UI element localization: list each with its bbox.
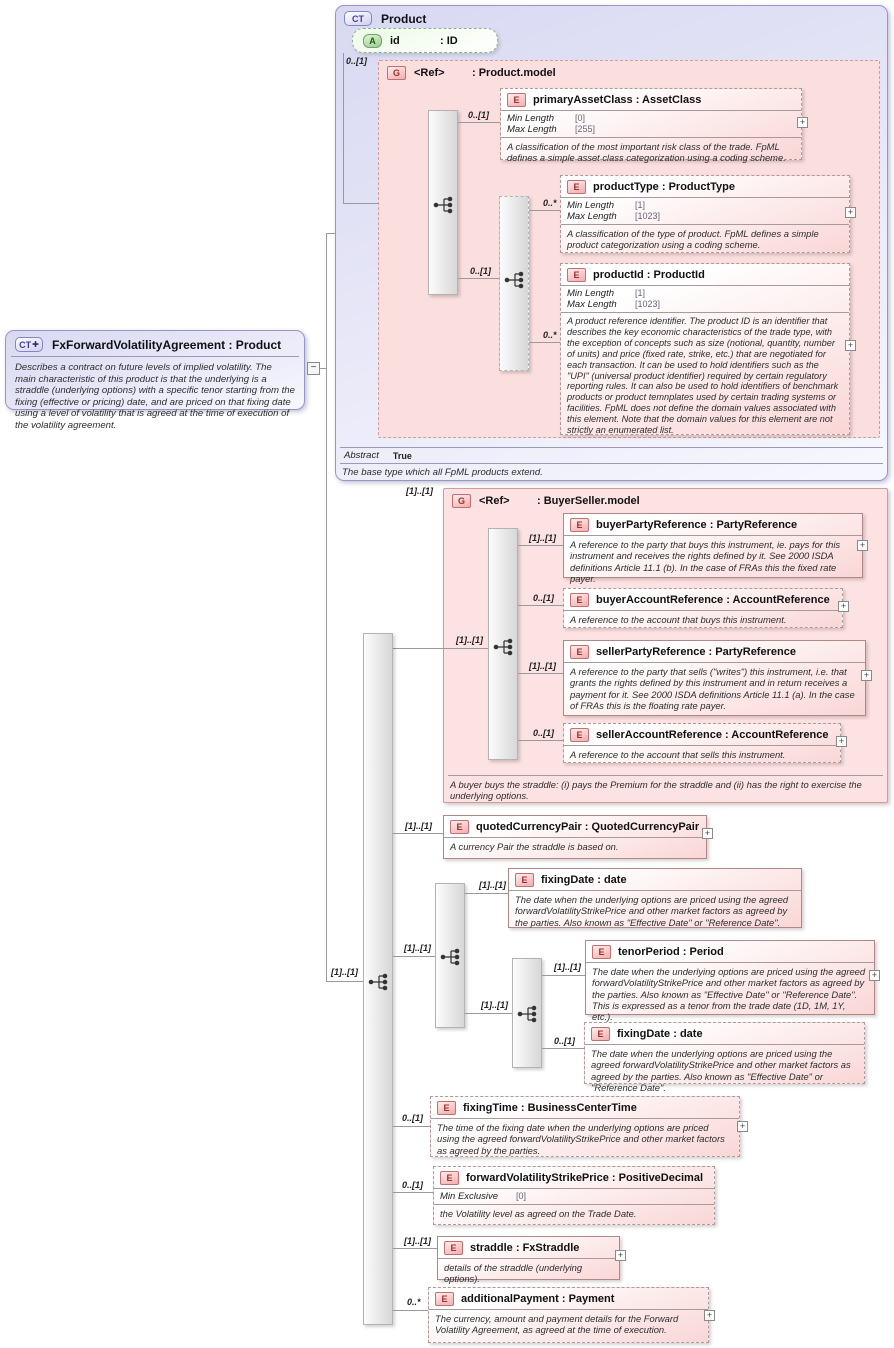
facet-label: Max Length <box>567 211 617 222</box>
element-description: details of the straddle (underlying options). <box>444 1262 583 1285</box>
sequence-indicator[interactable] <box>428 110 458 295</box>
element-title: buyerAccountReference : AccountReference <box>596 594 830 606</box>
element-forwardvolatilitystrikeprice[interactable] <box>433 1166 715 1225</box>
sequence-icon <box>367 972 391 992</box>
expand-icon[interactable] <box>838 601 849 612</box>
expand-icon[interactable] <box>615 1250 626 1261</box>
element-badge-icon: E <box>570 518 589 532</box>
cardinality-fixingdate2: 0..[1] <box>554 1036 576 1046</box>
facets <box>561 286 849 313</box>
complextype-fxforwardvolatilityagreement[interactable] <box>5 330 305 431</box>
attribute-type: : ID <box>440 34 458 47</box>
facet-label: Min Length <box>507 113 555 124</box>
facet-value: [0] <box>575 113 586 123</box>
element-title: fixingDate : date <box>617 1028 703 1040</box>
element-badge-icon: E <box>444 1241 463 1255</box>
element-description: A product reference identifier. The product ID is an identifier that describes the key economic characteristics of the trade type, with the exception of concepts such as size (notional, quantity, number of units) and price (fixed rate, strike, etc.) that are negotiated for each transaction. It can be used to hold identifiers such as the "UPI" (universal product identifier) required by certain regulatory reporting rules. It can also be used to hold identifiers of benchmark products or product temnplates used by certain trading systems or facilities. FpML does not define the domain values associated with this element. Note that the domain values for this element are not strictly an enumerated list. <box>567 316 839 436</box>
element-title: sellerAccountReference : AccountReference <box>596 729 829 741</box>
element-badge-icon: E <box>515 873 534 887</box>
connector-line <box>458 122 500 123</box>
cardinality-fixingtime: 0..[1] <box>402 1113 424 1123</box>
sequence-icon <box>492 637 516 657</box>
sequence-icon <box>516 1004 540 1024</box>
cardinality-buyerseller-group: [1]..[1] <box>406 486 433 496</box>
element-badge-icon: E <box>440 1171 459 1185</box>
element-selleraccountreference[interactable] <box>563 723 841 763</box>
group-badge-icon: G <box>452 494 471 508</box>
facet-label: Max Length <box>507 124 557 135</box>
expand-icon[interactable] <box>702 828 713 839</box>
cardinality-main-sequence: [1]..[1] <box>331 967 358 977</box>
connector-line <box>518 605 563 606</box>
abstract-value: True <box>392 450 412 461</box>
complextype-plus-badge-icon: CT ✚ <box>15 337 43 352</box>
group-header[interactable] <box>444 489 887 513</box>
element-description: A reference to the party that buys this instrument, ie. pays for this instrument and receives the rights defined by it. See 2000 ISDA definitions Article 11.1 (b). In the case of FRAs this the fixed rate payer. <box>570 539 841 584</box>
cardinality-productid: 0..* <box>543 330 557 340</box>
group-ref-name: <Ref> <box>479 495 510 507</box>
collapse-icon[interactable] <box>307 362 320 375</box>
expand-icon[interactable] <box>845 340 856 351</box>
cardinality-buyerpartyreference: [1]..[1] <box>529 533 556 543</box>
connector-line <box>458 278 499 279</box>
element-header[interactable] <box>501 89 801 111</box>
element-title: primaryAssetClass : AssetClass <box>533 94 702 106</box>
element-description: A reference to the party that sells ("writes") this instrument, i.e. that grants the rights defined by this instrument and in return receives a payment for it. See 2000 ISDA definitions Article 11.1 (a). In the case of FRAs this is the floating rate payer. <box>570 666 855 711</box>
connector-line <box>393 1192 433 1193</box>
element-sellerpartyreference[interactable] <box>563 640 866 716</box>
group-ref-name: <Ref> <box>414 67 445 79</box>
element-header[interactable] <box>564 641 865 663</box>
connector-line <box>393 648 488 649</box>
facet-value: [255] <box>575 124 596 134</box>
group-footer-description: A buyer buys the straddle: (i) pays the Premium for the straddle and (ii) has the right to exercise the underlying options. <box>448 775 883 805</box>
element-header[interactable] <box>564 724 840 746</box>
expand-icon[interactable] <box>857 540 868 551</box>
sequence-indicator[interactable] <box>435 883 465 1028</box>
connector-line <box>542 1048 584 1049</box>
facets <box>561 198 849 225</box>
element-description: The currency, amount and payment details for the Forward Volatility Agreement, as agreed at the time of execution. <box>435 1313 679 1336</box>
element-header[interactable] <box>586 941 874 963</box>
cardinality-sellerpartyreference: [1]..[1] <box>529 661 556 671</box>
cardinality-buyerseller-sequence: [1]..[1] <box>456 635 483 645</box>
element-fixingdate[interactable] <box>508 868 802 928</box>
cardinality-inner-date-sequence: [1]..[1] <box>481 1000 508 1010</box>
product-footer-description: The base type which all FpML products extend. <box>342 467 543 478</box>
element-header[interactable] <box>585 1023 864 1045</box>
abstract-row <box>340 447 883 464</box>
element-description: The date when the underlying options are priced using the agreed forwardVolatilityStrikePrice and other market factors as agreed by the parties. Also known as "Effective Date" or "Reference Date". <box>515 894 789 928</box>
element-title: fixingDate : date <box>541 874 627 886</box>
sequence-icon <box>439 947 463 967</box>
element-badge-icon: E <box>450 820 469 834</box>
sequence-indicator[interactable] <box>488 528 518 760</box>
element-description: A currency Pair the straddle is based on. <box>450 841 619 852</box>
cardinality-id: 0..[1] <box>346 56 368 66</box>
element-primaryassetclass[interactable] <box>500 88 802 164</box>
connector-line <box>343 53 344 203</box>
attribute-id[interactable] <box>352 28 498 53</box>
group-type: : Product.model <box>472 67 556 79</box>
element-description: The date when the underlying options are priced using the agreed forwardVolatilityStrikePrice and other market factors as agreed by the parties. Also known as "Effective Date" or "Reference Date". <box>591 1048 851 1093</box>
abstract-label: Abstract <box>344 450 379 461</box>
cardinality-tenorperiod: [1]..[1] <box>554 962 581 972</box>
connector-line <box>518 545 563 546</box>
connector-line <box>518 673 563 674</box>
element-description: The date when the underlying options are priced using the agreed forwardVolatilityStrikePrice and other market factors as agreed by the parties. Also known as "Effective Date" or "Reference Date". This is expressed as a tenor from the trade date (1D, 1M, 1Y, etc.). <box>592 966 866 1023</box>
element-description: A classification of the most important risk class of the trade. FpML defines a simple asset class categorization using a coding scheme. <box>507 141 786 164</box>
element-title: buyerPartyReference : PartyReference <box>596 519 798 531</box>
facet-value: [0] <box>516 1191 527 1201</box>
connector-line <box>393 1126 430 1127</box>
facet-label: Min Exclusive <box>440 1191 499 1202</box>
element-badge-icon: E <box>435 1292 454 1306</box>
element-badge-icon: E <box>570 728 589 742</box>
element-buyeraccountreference[interactable] <box>563 588 843 628</box>
product-title: Product <box>381 11 427 26</box>
element-header[interactable] <box>564 514 862 536</box>
facet-value: [1023] <box>635 211 661 221</box>
connector-line <box>529 342 560 343</box>
complextype-title: FxForwardVolatilityAgreement : Product <box>52 337 282 352</box>
facet-label: Max Length <box>567 299 617 310</box>
facets <box>501 111 801 138</box>
cardinality-selleraccountreference: 0..[1] <box>533 728 555 738</box>
connector-line <box>542 975 585 976</box>
cardinality-inner-sequence: 0..[1] <box>470 266 492 276</box>
element-badge-icon: E <box>591 1027 610 1041</box>
sequence-icon <box>432 195 456 215</box>
element-title: sellerPartyReference : PartyReference <box>596 646 796 658</box>
element-badge-icon: E <box>570 645 589 659</box>
element-badge-icon: E <box>592 945 611 959</box>
element-fixingtime[interactable] <box>430 1096 740 1157</box>
connector-line <box>465 1013 512 1014</box>
element-producttype[interactable] <box>560 175 850 253</box>
element-header[interactable] <box>561 176 849 198</box>
element-header[interactable] <box>561 264 849 286</box>
connector-line <box>465 893 508 894</box>
connector-line <box>393 1310 428 1311</box>
cardinality-additionalpayment: 0..* <box>407 1297 421 1307</box>
expand-icon[interactable] <box>797 117 808 128</box>
connector-line <box>326 233 327 981</box>
element-badge-icon: E <box>567 180 586 194</box>
element-title: straddle : FxStraddle <box>470 1242 580 1254</box>
complextype-badge-icon: CT <box>344 11 372 26</box>
element-badge-icon: E <box>437 1101 456 1115</box>
connector-line <box>393 833 443 834</box>
sequence-indicator[interactable] <box>363 633 393 1325</box>
element-badge-icon: E <box>570 593 589 607</box>
element-title: quotedCurrencyPair : QuotedCurrencyPair <box>476 821 700 833</box>
cardinality-producttype: 0..* <box>543 198 557 208</box>
connector-line <box>529 210 560 211</box>
element-buyerpartyreference[interactable] <box>563 513 863 584</box>
element-header[interactable] <box>438 1237 619 1259</box>
element-header[interactable] <box>444 816 706 838</box>
element-header[interactable] <box>429 1288 708 1310</box>
expand-icon[interactable] <box>836 736 847 747</box>
facet-label: Min Length <box>567 288 615 299</box>
element-additionalpayment[interactable] <box>428 1287 709 1343</box>
element-productid[interactable] <box>560 263 850 435</box>
element-description: A classification of the type of product. FpML defines a simple product categorization using a coding scheme. <box>567 228 819 251</box>
expand-icon[interactable] <box>845 207 856 218</box>
cardinality-date-sequence: [1]..[1] <box>404 943 431 953</box>
element-header[interactable] <box>564 589 842 611</box>
element-title: forwardVolatilityStrikePrice : PositiveDecimal <box>466 1172 703 1184</box>
cardinality-buyeraccountreference: 0..[1] <box>533 593 555 603</box>
element-header[interactable] <box>431 1097 739 1119</box>
element-fixingdate-optional[interactable] <box>584 1022 865 1093</box>
element-title: productType : ProductType <box>593 181 735 193</box>
expand-icon[interactable] <box>869 970 880 981</box>
element-description: A reference to the account that sells this instrument. <box>570 749 786 760</box>
connector-line <box>518 740 563 741</box>
element-header[interactable] <box>509 869 801 891</box>
facet-label: Min Length <box>567 200 615 211</box>
element-straddle[interactable] <box>437 1236 620 1285</box>
facet-value: [1] <box>635 200 646 210</box>
group-header[interactable] <box>379 61 879 85</box>
sequence-indicator[interactable] <box>512 958 542 1068</box>
element-description: The time of the fixing date when the underlying options are priced using the agreed forwardVolatilityStrikePrice and other market factors as agreed by the parties. <box>437 1122 725 1156</box>
expand-icon[interactable] <box>861 670 872 681</box>
element-description: the Volatility level as agreed on the Trade Date. <box>440 1208 637 1219</box>
element-title: fixingTime : BusinessCenterTime <box>463 1102 637 1114</box>
cardinality-forwardvolatilitystrikeprice: 0..[1] <box>402 1180 424 1190</box>
facet-value: [1023] <box>635 299 661 309</box>
element-quotedcurrencypair[interactable] <box>443 815 707 859</box>
complextype-header[interactable] <box>6 331 304 358</box>
element-title: additionalPayment : Payment <box>461 1293 615 1305</box>
facet-value: [1] <box>635 288 646 298</box>
cardinality-fixingdate: [1]..[1] <box>479 880 506 890</box>
connector-line <box>393 1248 437 1249</box>
element-title: productId : ProductId <box>593 269 705 281</box>
facets <box>434 1189 714 1205</box>
element-description: A reference to the account that buys this instrument. <box>570 614 787 625</box>
connector-line <box>393 956 435 957</box>
element-badge-icon: E <box>507 93 526 107</box>
cardinality-primaryassetclass: 0..[1] <box>468 110 490 120</box>
connector-line <box>326 981 363 982</box>
element-header[interactable] <box>434 1167 714 1189</box>
group-badge-icon: G <box>387 66 406 80</box>
element-title: tenorPeriod : Period <box>618 946 724 958</box>
element-tenorperiod[interactable] <box>585 940 875 1023</box>
complextype-description: Describes a contract on future levels of implied volatility. The main characteristic of this product is that the underlying is a straddle (underlying options) with a specific tenor starting from the fixing (effective or pricing) date, and are priced on that fixing date using a level of volatility that is agreed at the time of execution of the volatility agreement. <box>15 362 295 431</box>
divider <box>11 356 299 357</box>
attribute-name: id <box>390 34 400 47</box>
sequence-icon <box>503 270 527 290</box>
cardinality-straddle: [1]..[1] <box>404 1236 431 1246</box>
expand-icon[interactable] <box>737 1121 748 1132</box>
sequence-indicator[interactable] <box>499 196 529 371</box>
cardinality-quotedcurrencypair: [1]..[1] <box>405 821 432 831</box>
attribute-badge-icon: A <box>363 34 382 48</box>
element-badge-icon: E <box>567 268 586 282</box>
group-type: : BuyerSeller.model <box>537 495 640 507</box>
expand-icon[interactable] <box>704 1310 715 1321</box>
